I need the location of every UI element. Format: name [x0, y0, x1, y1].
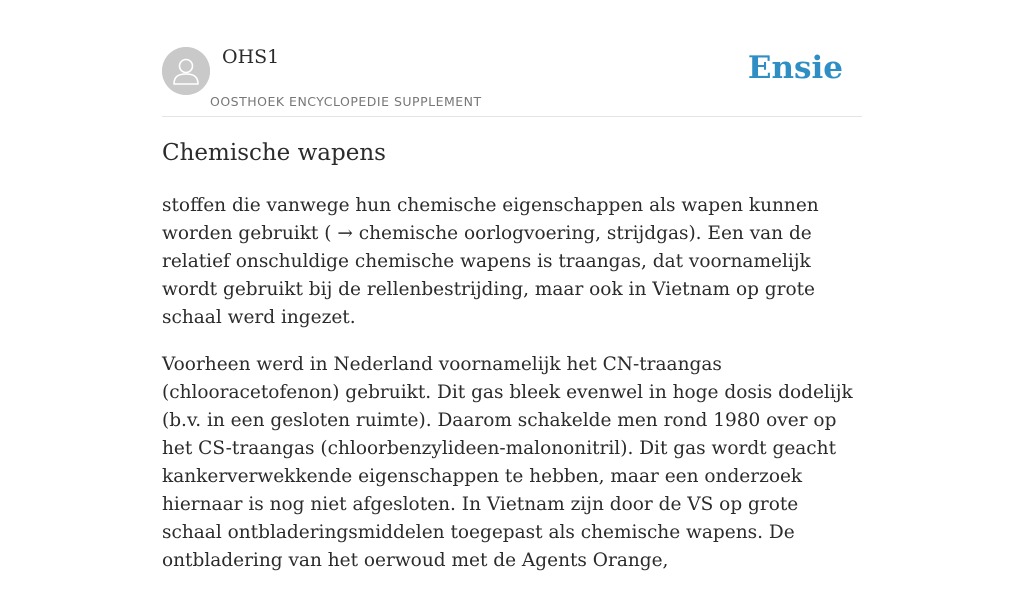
article-body — [162, 192, 862, 594]
article-header — [162, 0, 862, 117]
article-title: Chemische wapens — [162, 140, 386, 166]
brand-logo[interactable]: Ensie — [747, 50, 843, 86]
publication-name[interactable]: OOSTHOEK ENCYCLOPEDIE SUPPLEMENT — [210, 94, 482, 109]
author-avatar[interactable] — [162, 47, 210, 95]
article-paragraph: stoffen die vanwege hun chemische eigenschappen als wapen kunnen worden gebruikt ( → chemische oorlogvoering, strijdgas). Een van de relatief onschuldige chemische wapens is traangas, dat voornamelijk wordt gebruikt bij de rellenbestrijding, maar ook in Vietnam op grote schaal werd ingezet. — [162, 195, 819, 328]
article-paragraph: Voorheen werd in Nederland voornamelijk het CN-traangas (chlooracetofenon) gebruikt. Dit gas bleek evenwel in hoge dosis dodelijk (b.v. in een gesloten ruimte). Daarom schakelde men rond 1980 over op het CS-traangas (chloorbenzylideen-malononitril). Dit gas wordt geacht kankerverwekkende eigenschappen te hebben, maar een onderzoek hiernaar is nog niet afgesloten. In Vietnam zijn door de VS op grote schaal ontbladeringsmiddelen toegepast als chemische wapens. De ontbladering van het oerwoud met de Agents Orange, — [162, 354, 853, 571]
user-silhouette-icon — [162, 47, 210, 95]
author-name[interactable]: OHS1 — [222, 46, 280, 68]
page-container — [162, 0, 862, 571]
